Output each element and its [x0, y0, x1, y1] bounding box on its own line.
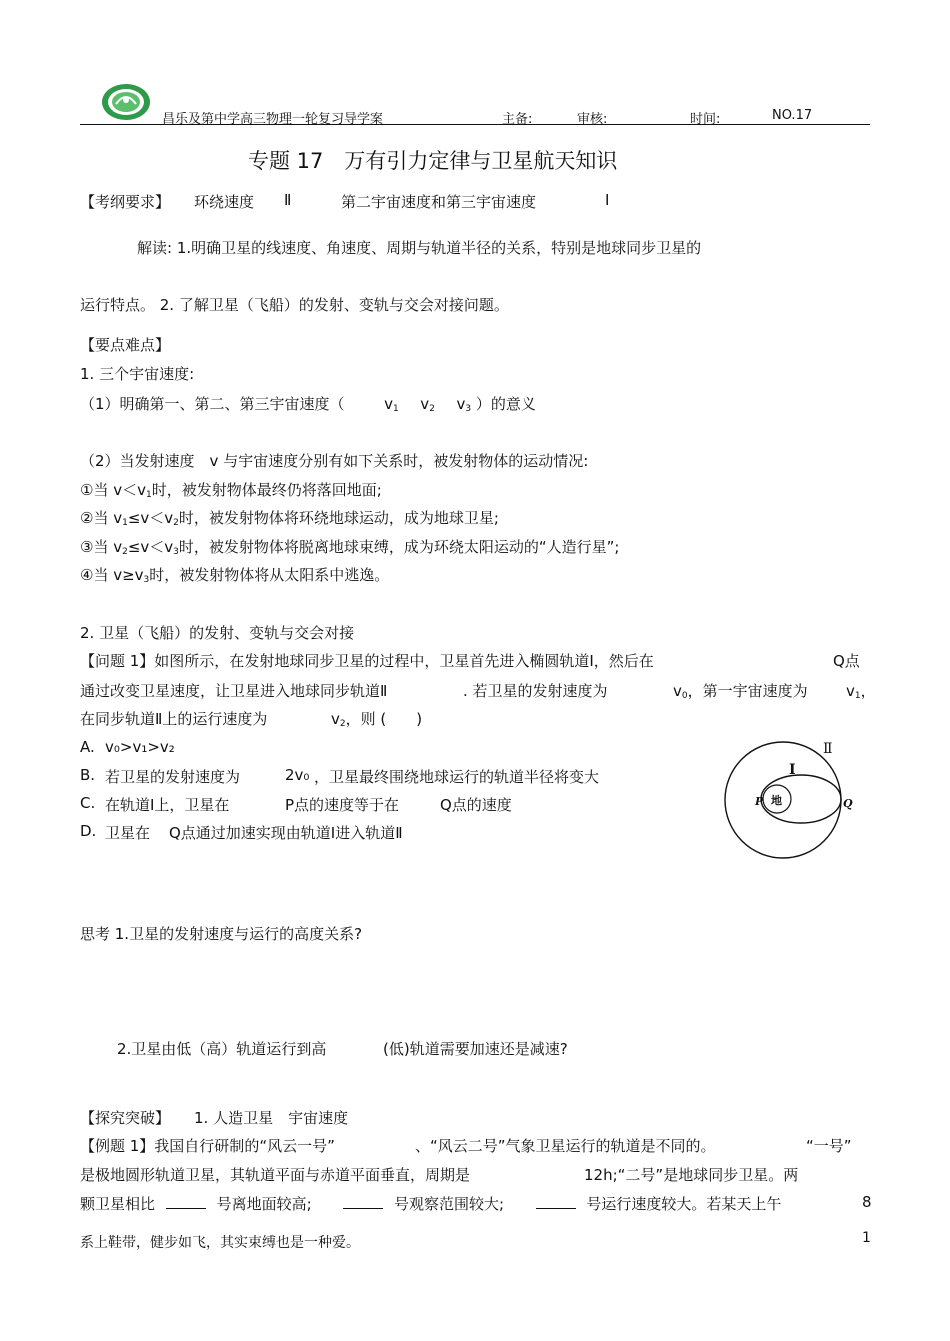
- condition-3-text-b: ≤v＜v: [127, 538, 174, 556]
- problem1-line2-v1: [846, 680, 876, 701]
- problem1-line3: 在同步轨道Ⅱ上的运行速度为: [80, 710, 268, 728]
- s1-1-post: ）的意义: [475, 395, 536, 413]
- condition-3-sub1: 2: [122, 547, 128, 557]
- condition-4-sub: 3: [143, 575, 150, 585]
- interpretation-line2: 运行特点。 2. 了解卫星（飞船）的发射、变轨与交会对接问题。: [80, 296, 509, 314]
- label-point-p: P: [755, 795, 764, 808]
- example1-line3-b: 号离地面较高;: [216, 1195, 312, 1213]
- condition-2: [80, 507, 499, 528]
- option-c-text-a: 在轨道Ⅰ上，卫星在: [105, 796, 230, 814]
- problem1-line3-v2: [331, 708, 422, 729]
- v1-subscript: 1: [393, 404, 399, 414]
- example1-line3-a: 颗卫星相比: [80, 1195, 156, 1213]
- problem1-line1: 【问题 1】如图所示，在发射地球同步卫星的过程中，卫星首先进入椭圆轨道Ⅰ，然后在: [80, 652, 654, 670]
- header-school: 昌乐及第中学高三物理一轮复习导学案: [162, 112, 384, 127]
- condition-4: [80, 564, 389, 585]
- outline-label: 【考纲要求】: [80, 193, 171, 211]
- condition-3: [80, 536, 620, 557]
- v1-symbol: v: [384, 395, 393, 413]
- v0-subscript: 0: [681, 691, 688, 701]
- option-c-text-b: P点的速度等于在: [285, 796, 400, 814]
- label-orbit-2: Ⅱ: [823, 741, 833, 757]
- outline-level1: Ⅱ: [284, 191, 292, 209]
- condition-4-text-a: ④当 v≥v: [80, 566, 144, 584]
- problem1-line1-q: Q点: [833, 652, 860, 670]
- v1-subscript-p: 1: [854, 691, 861, 701]
- keypoints-label: 【要点难点】: [80, 336, 171, 354]
- example1-line3: [80, 1193, 781, 1214]
- v2-symbol-p: v: [331, 710, 340, 728]
- answer-blank-1[interactable]: [166, 1196, 206, 1209]
- orbit-diagram: [715, 735, 865, 860]
- think-q1: 思考 1.卫星的发射速度与运行的高度关系?: [80, 925, 363, 943]
- condition-3-text-c: 时，被发射物体将脱离地球束缚，成为环绕太阳运动的“人造行星”;: [178, 538, 620, 556]
- label-orbit-1: Ⅰ: [789, 762, 796, 778]
- keypoints-s1: 1. 三个宇宙速度:: [80, 365, 195, 383]
- v2-symbol: v: [420, 395, 430, 413]
- example1-line3-c: 号观察范围较大;: [393, 1195, 505, 1213]
- problem1-line2-f: ，: [860, 682, 876, 700]
- condition-3-sub2: 3: [173, 547, 179, 557]
- explore-label: 【探究突破】: [80, 1109, 171, 1127]
- think-q2-a: 2.卫星由低（高）轨道运行到高: [117, 1040, 327, 1058]
- example1-line3-e: 8: [862, 1193, 872, 1211]
- condition-3-text-a: ③当 v: [80, 538, 123, 556]
- outline-item1: 环绕速度: [194, 193, 255, 211]
- option-b-text-b: 2v₀: [285, 766, 310, 784]
- think-q2-b: (低)轨道需要加速还是减速?: [383, 1040, 568, 1058]
- school-logo: [100, 82, 152, 122]
- header-prepared-by: 主备:: [502, 112, 533, 127]
- answer-blank-3[interactable]: [536, 1196, 576, 1209]
- option-b-text-a: 若卫星的发射速度为: [105, 768, 241, 786]
- example1-line1-c: “一号”: [806, 1137, 852, 1155]
- s1-1-pre: （1）明确第一、第二、第三宇宙速度（: [80, 395, 345, 413]
- example1-line1-b: 、“风云二号”气象卫星运行的轨道是不同的。: [415, 1137, 716, 1155]
- header-no: NO.17: [772, 108, 813, 123]
- condition-4-text-b: 时，被发射物体将从太阳系中逃逸。: [149, 566, 390, 584]
- option-b-text-c: ，卫星最终围绕地球运行的轨道半径将变大: [314, 768, 600, 786]
- condition-2-sub1: 1: [122, 518, 128, 528]
- explore-topic: 1. 人造卫星 宇宙速度: [194, 1109, 349, 1127]
- sync-orbit-circle: [725, 742, 841, 858]
- keypoints-s1-2: （2）当发射速度 v 与宇宙速度分别有如下关系时，被发射物体的运动情况:: [80, 452, 589, 470]
- condition-1-text-a: ①当 v＜v: [80, 481, 146, 499]
- option-a-label: A.: [80, 738, 95, 756]
- page-title: 专题 17 万有引力定律与卫星航天知识: [248, 149, 618, 173]
- example1-line2-b: 12h;“二号”是地球同步卫星。两: [584, 1166, 799, 1184]
- v2-subscript: 2: [429, 404, 435, 414]
- footer-motto: 系上鞋带，健步如飞，其实束缚也是一种爱。: [80, 1235, 360, 1251]
- problem1-line3-c: ，则 ( ): [345, 710, 423, 728]
- condition-1-sub: 1: [145, 490, 152, 500]
- label-earth: 地: [771, 794, 782, 807]
- condition-2-text-a: ②当 v: [80, 509, 123, 527]
- label-point-q: Q: [843, 797, 853, 810]
- header-time: 时间:: [690, 112, 721, 127]
- option-d-label: D.: [80, 822, 97, 840]
- condition-1: [80, 479, 382, 500]
- outline-item2: 第二宇宙速度和第三宇宙速度: [341, 193, 537, 211]
- page-number: 1: [862, 1230, 871, 1246]
- header-rule: [80, 124, 870, 125]
- v3-symbol: v: [456, 395, 466, 413]
- example1-line1-a: 【例题 1】我国自行研制的“风云一号”: [80, 1137, 335, 1155]
- interpretation-line1: 解读: 1.明确卫星的线速度、角速度、周期与轨道半径的关系，特别是地球同步卫星的: [137, 239, 702, 257]
- problem1-line2-v0: [673, 680, 808, 701]
- condition-2-sub2: 2: [173, 518, 179, 528]
- outline-level2: Ⅰ: [605, 191, 610, 209]
- option-b-label: B.: [80, 766, 96, 784]
- option-c-label: C.: [80, 794, 96, 812]
- example1-line3-d: 号运行速度较大。若某天上午: [586, 1195, 782, 1213]
- problem1-line2-b: . 若卫星的发射速度为: [463, 682, 608, 700]
- v1-symbol-p: v: [846, 682, 855, 700]
- option-c-text-c: Q点的速度: [440, 796, 512, 814]
- keypoints-s2: 2. 卫星（飞船）的发射、变轨与交会对接: [80, 624, 355, 642]
- example1-line2-a: 是极地圆形轨道卫星，其轨道平面与赤道平面垂直，周期是: [80, 1166, 471, 1184]
- problem1-line2-d: ，第一宇宙速度为: [687, 682, 808, 700]
- option-a-text: v₀>v₁>v₂: [105, 738, 175, 756]
- answer-blank-2[interactable]: [343, 1196, 383, 1209]
- v0-symbol: v: [673, 682, 682, 700]
- header-reviewed-by: 审核:: [577, 112, 608, 127]
- condition-2-text-b: ≤v＜v: [127, 509, 174, 527]
- condition-1-text-b: 时，被发射物体最终仍将落回地面;: [151, 481, 382, 499]
- problem1-line2: 通过改变卫星速度，让卫星进入地球同步轨道Ⅱ: [80, 682, 388, 700]
- option-d-text-b: Q点通过加速实现由轨道Ⅰ进入轨道Ⅱ: [169, 824, 403, 842]
- v3-subscript: 3: [465, 404, 472, 414]
- keypoints-s1-1: [80, 393, 536, 414]
- condition-2-text-c: 时，被发射物体将环绕地球运动，成为地球卫星;: [178, 509, 499, 527]
- option-d-text-a: 卫星在: [105, 824, 151, 842]
- v2-subscript-p: 2: [339, 719, 346, 729]
